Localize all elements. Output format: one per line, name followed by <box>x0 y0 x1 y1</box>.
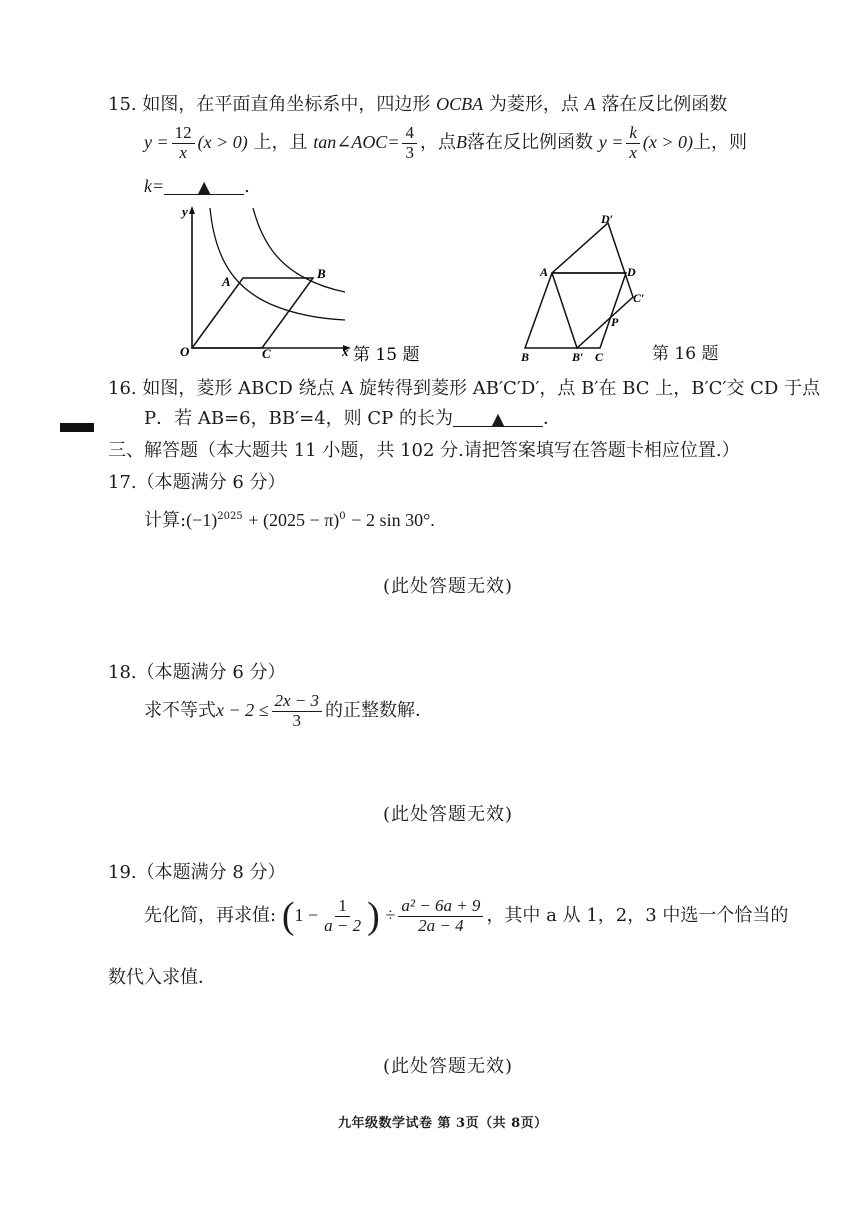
q15-line1 <box>108 94 727 116</box>
q15-text-a: 如图，在平面直角坐标系中，四边形 <box>142 94 431 115</box>
q18-expression <box>144 692 433 730</box>
q19-expression <box>144 895 789 938</box>
q15-point-b: B <box>455 132 467 153</box>
fig16-label-b-prime: B′ <box>572 350 584 364</box>
q15-line2-b: ，点 <box>419 132 456 154</box>
fig16-label-a: A <box>540 265 549 279</box>
q15-tan-frac <box>402 124 417 162</box>
fig15-y-arrow <box>189 206 195 214</box>
q19-inner-frac <box>321 897 364 935</box>
section3-title: 三、解答题（本大题共 11 小题，共 102 分.请把答案填写在答题卡相应位置.） <box>108 440 740 461</box>
q15-text-b: 为菱形，点 <box>488 94 579 115</box>
fig15-label-a: A <box>222 274 231 289</box>
fig15-label-x: x <box>342 344 349 359</box>
fig16-label-d-prime: D′ <box>601 212 614 226</box>
q16-line2 <box>144 408 561 430</box>
q18-expr: x − 2 ≤ <box>216 700 269 721</box>
q19-divide: ÷ <box>385 905 396 926</box>
margin-mark <box>60 423 94 432</box>
q19-inner-num: 1 <box>335 897 350 917</box>
q19-frac <box>398 897 483 935</box>
q15-func1-den: x <box>179 142 187 162</box>
q15-answer-end: . <box>244 176 250 197</box>
fig16-label-d: D <box>627 265 636 279</box>
fig15-curve-kx <box>253 208 345 292</box>
q15-func2-frac <box>626 124 640 162</box>
q15-blank-mark: ▲ <box>197 177 211 196</box>
q16-number: 16. <box>108 378 137 399</box>
q18-frac-den: 3 <box>292 710 302 730</box>
q15-line2-d: 上，则 <box>693 132 748 154</box>
fig16-label-p: P <box>611 315 619 329</box>
q15-func2-cond: (x > 0) <box>642 132 694 153</box>
fig15-caption: 第 15 题 <box>353 345 420 365</box>
q15-number: 15. <box>108 94 137 115</box>
q19-inner-den: a − 2 <box>324 915 362 935</box>
q19-prompt-b: ，其中 a 从 1，2，3 中选一个恰当的 <box>486 905 789 927</box>
fig16-label-c-prime: C′ <box>633 291 645 305</box>
fig15-curve-12x <box>210 208 345 320</box>
q17-exp-a: 2025 <box>217 511 243 522</box>
q17-expr-a: (−1) <box>186 510 218 530</box>
fig15-label-c: C <box>262 346 271 361</box>
q15-func2-den: x <box>629 142 637 162</box>
q17-header: 17.（本题满分 6 分） <box>108 472 286 493</box>
fig16-caption: 第 16 题 <box>652 344 719 364</box>
q18-prompt-b: 的正整数解． <box>325 700 434 722</box>
q17-invalid-note: (此处答题无效) <box>383 576 514 597</box>
q16-text-2: P．若 AB=6，BB′=4，则 CP 的长为 <box>144 408 453 429</box>
q15-tan-den: 3 <box>405 142 414 162</box>
fig15-label-y: y <box>182 204 188 219</box>
q17-expr-c: − 2 sin 30°. <box>351 510 435 530</box>
q19-invalid-note: (此处答题无效) <box>383 1056 514 1077</box>
q19-frac-den: 2a − 4 <box>418 915 464 935</box>
q16-text-1: 如图，菱形 ABCD 绕点 A 旋转得到菱形 AB′C′D′，点 B′在 BC 上，B′C′交 CD 于点 <box>142 378 821 399</box>
fig16-rhombus-abcd <box>525 273 626 348</box>
q15-answer-blank <box>164 176 244 195</box>
q18-frac-num: 2x − 3 <box>272 692 323 712</box>
q15-text-c: 落在反比例函数 <box>601 94 728 115</box>
q17-expression <box>144 510 435 532</box>
fig16-label-c: C <box>595 350 604 364</box>
fig16-rhombus-rotated <box>552 223 633 348</box>
q15-func2-num: k <box>626 124 640 144</box>
q15-func1-cond: (x > 0) <box>197 132 248 153</box>
q15-tan-num: 4 <box>402 124 417 144</box>
q18-invalid-note: (此处答题无效) <box>383 804 514 825</box>
q16-blank-mark: ▲ <box>491 409 505 428</box>
q15-point-a: A <box>584 94 596 114</box>
q19-paren-open: ( <box>281 895 295 938</box>
q17-expr-b: + (2025 − π) <box>248 510 340 530</box>
q15-func1-frac <box>172 124 195 162</box>
q17-prompt: 计算: <box>144 510 187 531</box>
q15-func2-prefix: y = <box>598 132 624 153</box>
page-footer: 九年级数学试卷 第 3页（共 8页） <box>338 1116 548 1131</box>
q16-answer-blank <box>453 408 543 427</box>
q18-prompt-a: 求不等式 <box>144 700 216 722</box>
q15-line2 <box>144 124 747 162</box>
q18-frac <box>272 692 323 730</box>
q15-line2-c: 落在反比例函数 <box>466 132 593 154</box>
q16-line1 <box>108 378 820 400</box>
q19-inner-one: 1 − <box>294 905 319 926</box>
q17-exp-b: 0 <box>339 511 346 522</box>
q15-shape: OCBA <box>436 94 484 114</box>
q16-end: ． <box>543 408 561 429</box>
q15-line2-a: 上，且 <box>253 132 308 154</box>
q19-prompt-a: 先化简，再求值: <box>144 905 277 927</box>
q15-func1-prefix: y = <box>144 132 169 153</box>
fig16-label-b: B <box>521 350 530 364</box>
q15-answer-line <box>144 176 250 198</box>
q15-func1-num: 12 <box>172 124 195 144</box>
q19-paren-close: ) <box>367 895 380 938</box>
q15-answer-prefix: k= <box>144 176 165 196</box>
q19-frac-num: a² − 6a + 9 <box>398 897 483 917</box>
fig15-label-b: B <box>317 266 326 281</box>
fig15-label-o: O <box>180 344 190 359</box>
q19-line2: 数代入求值． <box>108 967 216 988</box>
q15-tan-expr: tan∠AOC= <box>313 132 400 153</box>
q18-header: 18.（本题满分 6 分） <box>108 662 286 683</box>
figure-15 <box>165 200 435 368</box>
q19-header: 19.（本题满分 8 分） <box>108 862 286 883</box>
